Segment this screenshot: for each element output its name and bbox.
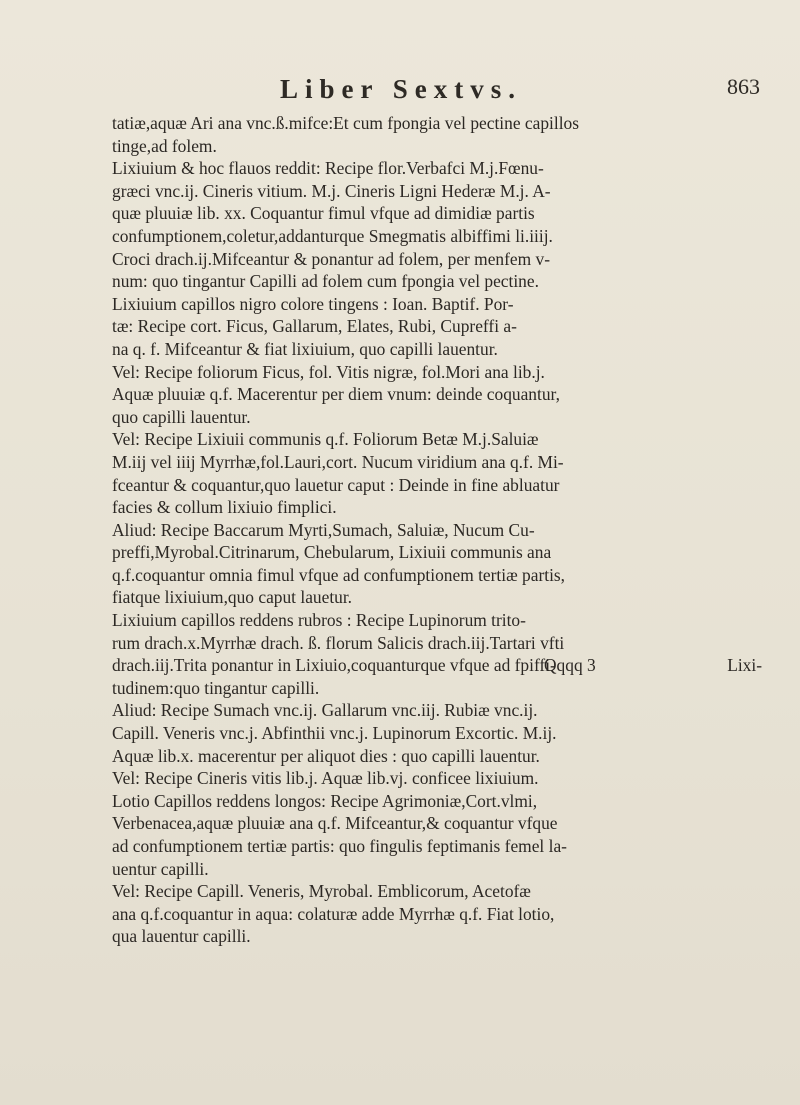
signature-mark: Qqqq 3 (544, 655, 596, 675)
text-line: num: quo tingantur Capilli ad folem cum fpongia vel pectine. (112, 271, 539, 292)
text-line: Vel: Recipe Cineris vitis lib.j. Aquæ lib.vj. conficee lixiuium. (112, 768, 539, 789)
body-text (112, 112, 762, 948)
text-line: drach.iij.Trita ponantur in Lixiuio,coquanturque vfque ad fpiffi- (112, 655, 556, 676)
text-line: græci vnc.ij. Cineris vitium. M.j. Cineris Ligni Hederæ M.j. A- (112, 180, 551, 201)
text-line: q.f.coquantur omnia fimul vfque ad confumptionem tertiæ partis, (112, 564, 566, 585)
text-line: Vel: Recipe Capill. Veneris, Myrobal. Emblicorum, Acetofæ (112, 881, 531, 902)
text-line: Lixiuium capillos reddens rubros : Recipe Lupinorum trito- (112, 610, 526, 631)
text-line: facies & collum lixiuio fimplici. (112, 497, 337, 518)
text-line: Lixiuium & hoc flauos reddit: Recipe flor.Verbafci M.j.Fœnu- (112, 158, 544, 179)
text-line: Aquæ pluuiæ q.f. Macerentur per diem vnum: deinde coquantur, (112, 384, 560, 405)
text-line: na q. f. Mifceantur & fiat lixiuium, quo capilli lauentur. (112, 338, 498, 359)
text-line: M.iij vel iiij Myrrhæ,fol.Lauri,cort. Nucum viridium ana q.f. Mi- (112, 451, 564, 472)
text-line: qua lauentur capilli. (112, 926, 251, 947)
text-line: tudinem:quo tingantur capilli. (112, 677, 320, 698)
catchword: Lixi- (727, 655, 762, 675)
text-line: fiatque lixiuium,quo caput lauetur. (112, 587, 353, 608)
text-line: preffi,Myrobal.Citrinarum, Chebularum, Lixiuii communis ana (112, 542, 552, 563)
text-line: Verbenacea,aquæ pluuiæ ana q.f. Mifceantur,& coquantur vfque (112, 813, 558, 834)
page-footer (112, 655, 762, 679)
running-title: Liber Sextvs. (280, 74, 523, 104)
running-head (100, 74, 760, 108)
text-line: ad confumptionem tertiæ partis: quo fingulis feptimanis femel la- (112, 836, 567, 856)
text-line: Lotio Capillos reddens longos: Recipe Agrimoniæ,Cort.vlmi, (112, 790, 538, 811)
text-line: Vel: Recipe Lixiuii communis q.f. Foliorum Betæ M.j.Saluiæ (112, 429, 539, 450)
text-line: quo capilli lauentur. (112, 406, 251, 427)
text-line: uentur capilli. (112, 858, 209, 879)
text-line: Capill. Veneris vnc.j. Abfinthii vnc.j. Lupinorum Excortic. M.ij. (112, 723, 557, 744)
text-line: Aliud: Recipe Baccarum Myrti,Sumach, Saluiæ, Nucum Cu- (112, 519, 535, 540)
text-line: rum drach.x.Myrrhæ drach. ß. florum Salicis drach.iij.Tartari vfti (112, 632, 565, 653)
page-number: 863 (727, 74, 760, 99)
text-line: Vel: Recipe foliorum Ficus, fol. Vitis nigræ, fol.Mori ana lib.j. (112, 361, 545, 382)
text-line: Aquæ lib.x. macerentur per aliquot dies : quo capilli lauentur. (112, 745, 540, 766)
text-line: Lixiuium capillos nigro colore tingens : Ioan. Baptif. Por- (112, 293, 514, 314)
text-line: Croci drach.ij.Mifceantur & ponantur ad folem, per menfem v- (112, 248, 550, 269)
text-line: confumptionem,coletur,addanturque Smegmatis albiffimi li.iiij. (112, 225, 553, 246)
text-line: quæ pluuiæ lib. xx. Coquantur fimul vfque ad dimidiæ partis (112, 203, 535, 224)
text-line: fceantur & coquantur,quo lauetur caput : Deinde in fine abluatur (112, 474, 560, 495)
text-line: tinge,ad folem. (112, 135, 217, 156)
text-line: ana q.f.coquantur in aqua: colaturæ adde Myrrhæ q.f. Fiat lotio, (112, 903, 555, 924)
text-line: tæ: Recipe cort. Ficus, Gallarum, Elates, Rubi, Cupreffi a- (112, 316, 517, 337)
text-line: tatiæ,aquæ Ari ana vnc.ß.mifce:Et cum fpongia vel pectine capillos (112, 113, 579, 133)
text-line: Aliud: Recipe Sumach vnc.ij. Gallarum vnc.iij. Rubiæ vnc.ij. (112, 700, 538, 721)
